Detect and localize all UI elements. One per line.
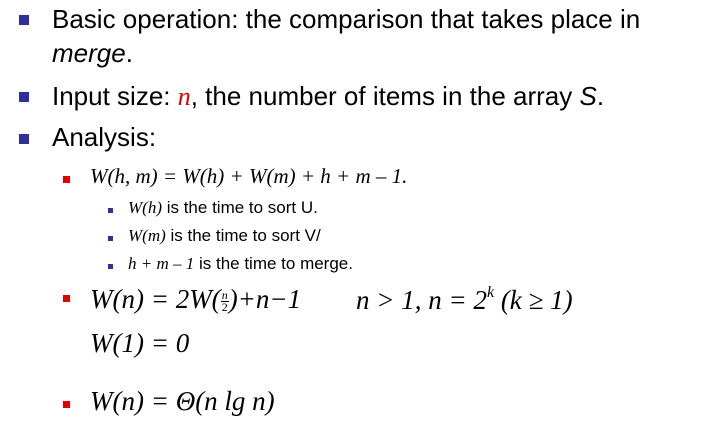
sub-item-math: W(h)	[128, 198, 162, 217]
variable-s: S	[579, 81, 597, 111]
merge-word: merge	[52, 38, 126, 68]
condition-text: n > 1, n = 2	[356, 285, 487, 315]
sub-sub-bullet-marker	[108, 208, 113, 213]
basic-operation-line	[52, 4, 640, 34]
basic-operation-text: Basic operation: the comparison that takes place in	[52, 4, 641, 34]
exponent-k: k	[486, 284, 495, 301]
sub-item-text: is the time to sort V/	[165, 226, 321, 245]
sub-sub-bullet-marker	[108, 264, 113, 269]
sub-item-math: h + m – 1	[128, 254, 195, 273]
theta-result: W(n) = Θ(n lg n)	[90, 386, 275, 416]
eq-lhs: W(n) = 2W(	[90, 284, 221, 314]
period: .	[125, 38, 133, 68]
base-case: W(1) = 0	[90, 328, 190, 358]
sub-item-wh	[128, 198, 318, 218]
sub-sub-bullet-marker	[108, 236, 113, 241]
bullet-marker	[19, 134, 29, 144]
input-size-label: Input size:	[52, 81, 178, 111]
bullet-marker	[19, 92, 29, 102]
sub-bullet-marker	[63, 295, 70, 302]
eq-rhs: )+n−1	[228, 284, 302, 314]
sub-bullet-marker	[63, 401, 70, 408]
input-size-line	[52, 81, 604, 112]
frac-numerator: n	[221, 288, 228, 303]
sub-bullet-marker	[63, 176, 70, 183]
basic-operation-line-2	[52, 38, 133, 68]
condition-end: (k ≥ 1)	[494, 285, 573, 315]
sub-item-merge-time	[128, 254, 353, 274]
frac-denominator: 2	[221, 300, 228, 315]
fraction-n-over-2	[221, 290, 229, 313]
variable-n: n	[177, 82, 191, 111]
sub-item-math: W(m)	[128, 226, 166, 245]
recurrence-equation: W(h, m) = W(h) + W(m) + h + m – 1.	[90, 164, 408, 188]
sub-item-text: is the time to sort U.	[161, 198, 318, 217]
analysis-heading: Analysis:	[52, 122, 157, 152]
recurrence-condition	[356, 284, 573, 316]
recurrence-wn	[90, 284, 301, 315]
input-size-desc: , the number of items in the array	[190, 81, 580, 111]
period: .	[596, 81, 605, 111]
sub-item-text: is the time to merge.	[194, 254, 353, 273]
sub-item-wm	[128, 226, 321, 246]
bullet-marker	[19, 15, 29, 25]
